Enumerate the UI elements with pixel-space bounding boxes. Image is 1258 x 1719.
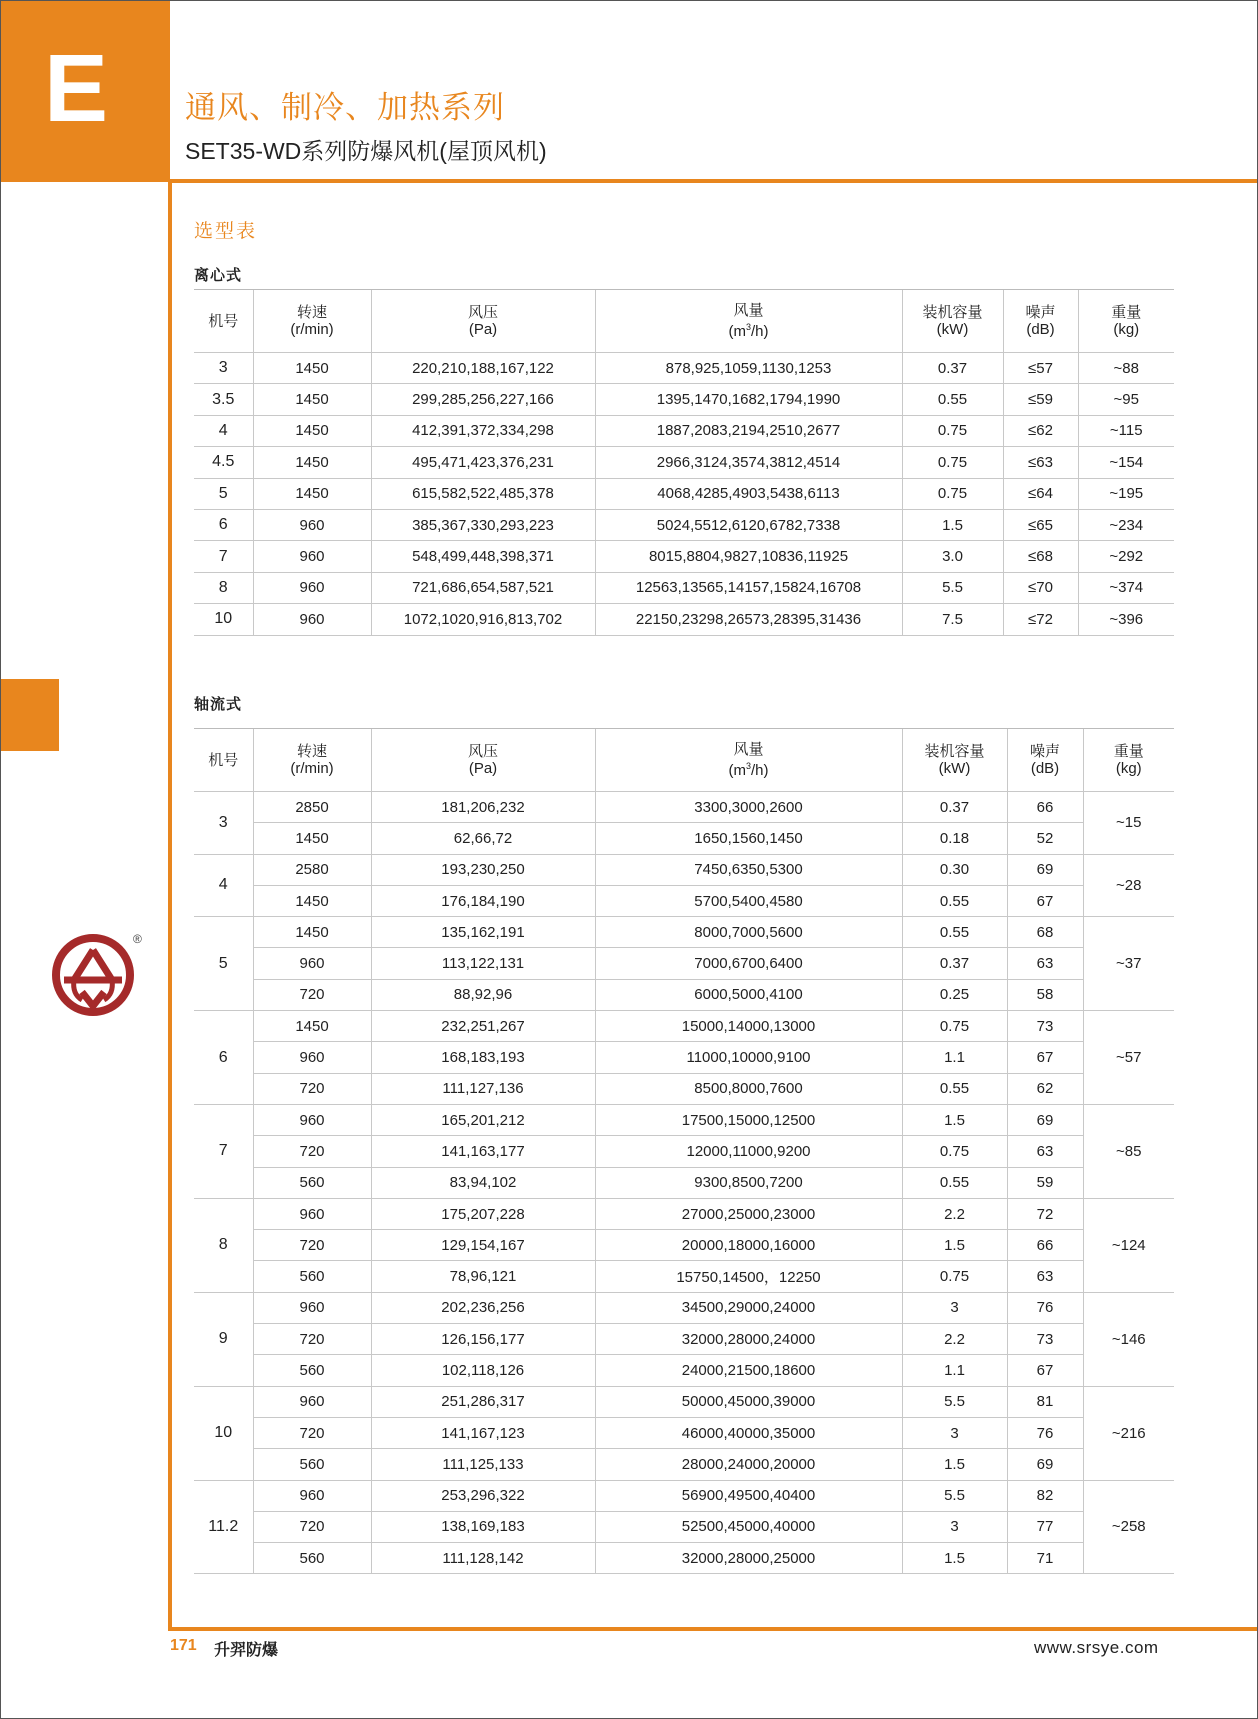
cell-speed: 960 [253, 541, 371, 572]
table-row [194, 885, 1174, 916]
page-subtitle: SET35-WD系列防爆风机(屋顶风机) [185, 138, 547, 164]
cell-power: 5.5 [902, 572, 1003, 603]
cell-noise: 72 [1007, 1198, 1083, 1229]
table-row [194, 1073, 1174, 1104]
cell-noise: 71 [1007, 1543, 1083, 1574]
cell-power: 0.37 [902, 792, 1007, 823]
cell-speed: 1450 [253, 1011, 371, 1042]
cell-speed: 1450 [253, 478, 371, 509]
cell-noise: 76 [1007, 1417, 1083, 1448]
cell-weight: ~154 [1078, 447, 1174, 478]
cell-power: 0.75 [902, 478, 1003, 509]
table-row [194, 1417, 1174, 1448]
cell-flow: 7000,6700,6400 [595, 948, 902, 979]
cell-model: 5 [194, 478, 253, 509]
cell-noise: 67 [1007, 885, 1083, 916]
cell-weight: ~124 [1083, 1198, 1174, 1292]
cell-weight: ~57 [1083, 1011, 1174, 1105]
cell-pressure: 412,391,372,334,298 [371, 415, 595, 446]
cell-model: 6 [194, 1011, 253, 1105]
cell-flow: 5024,5512,6120,6782,7338 [595, 509, 902, 540]
cell-weight: ~37 [1083, 917, 1174, 1011]
cell-flow: 12000,11000,9200 [595, 1136, 902, 1167]
centrifugal-label: 离心式 [194, 267, 243, 284]
header-noise: 噪声 (dB) [1007, 729, 1083, 792]
axial-table [194, 728, 1174, 1574]
cell-speed: 720 [253, 979, 371, 1010]
table-row [194, 1167, 1174, 1198]
cell-noise: ≤68 [1003, 541, 1078, 572]
cell-power: 0.55 [902, 917, 1007, 948]
cell-pressure: 220,210,188,167,122 [371, 353, 595, 384]
table-row [194, 792, 1174, 823]
cell-pressure: 251,286,317 [371, 1386, 595, 1417]
cell-power: 5.5 [902, 1480, 1007, 1511]
cell-model: 3 [194, 353, 253, 384]
table-row [194, 1230, 1174, 1261]
header-flow: 风量 $(m^3/h)$ [595, 729, 902, 792]
cell-noise: 67 [1007, 1355, 1083, 1386]
cell-flow: 8000,7000,5600 [595, 917, 902, 948]
page-title: 通风、制冷、加热系列 [185, 90, 505, 125]
cell-noise: 76 [1007, 1292, 1083, 1323]
table-row [194, 478, 1174, 509]
cell-pressure: 721,686,654,587,521 [371, 572, 595, 603]
cell-flow: 5700,5400,4580 [595, 885, 902, 916]
cell-model: 4 [194, 854, 253, 917]
cell-flow: 32000,28000,25000 [595, 1543, 902, 1574]
table-row [194, 384, 1174, 415]
cell-speed: 720 [253, 1230, 371, 1261]
footer-brand: 升羿防爆 [214, 1642, 279, 1659]
cell-noise: 59 [1007, 1167, 1083, 1198]
cell-noise: 73 [1007, 1011, 1083, 1042]
cell-flow: 1650,1560,1450 [595, 823, 902, 854]
cell-flow: 22150,23298,26573,28395,31436 [595, 604, 902, 635]
cell-speed: 560 [253, 1261, 371, 1292]
cell-noise: 68 [1007, 917, 1083, 948]
cell-flow: 32000,28000,24000 [595, 1324, 902, 1355]
cell-weight: ~115 [1078, 415, 1174, 446]
cell-flow: 1395,1470,1682,1794,1990 [595, 384, 902, 415]
cell-speed: 1450 [253, 384, 371, 415]
table-row [194, 1011, 1174, 1042]
cell-pressure: 176,184,190 [371, 885, 595, 916]
table-row [194, 353, 1174, 384]
cell-flow: 28000,24000,20000 [595, 1449, 902, 1480]
cell-speed: 1450 [253, 917, 371, 948]
table-row [194, 1292, 1174, 1323]
section-tab [1, 1, 170, 182]
cell-power: 0.55 [902, 1073, 1007, 1104]
cell-pressure: 126,156,177 [371, 1324, 595, 1355]
cell-noise: 58 [1007, 979, 1083, 1010]
cell-flow: 1887,2083,2194,2510,2677 [595, 415, 902, 446]
cell-speed: 1450 [253, 447, 371, 478]
cell-noise: 66 [1007, 1230, 1083, 1261]
cell-noise: ≤70 [1003, 572, 1078, 603]
cell-power: 3.0 [902, 541, 1003, 572]
table-row [194, 1355, 1174, 1386]
cell-speed: 2580 [253, 854, 371, 885]
table-row [194, 604, 1174, 635]
table-row [194, 1042, 1174, 1073]
table-row [194, 1543, 1174, 1574]
cell-speed: 960 [253, 948, 371, 979]
cell-speed: 1450 [253, 823, 371, 854]
cell-noise: ≤63 [1003, 447, 1078, 478]
page-number: 171 [170, 1637, 197, 1654]
cell-noise: ≤57 [1003, 353, 1078, 384]
cell-weight: ~258 [1083, 1480, 1174, 1574]
cell-noise: 63 [1007, 1136, 1083, 1167]
cell-model: 3.5 [194, 384, 253, 415]
cell-power: 0.25 [902, 979, 1007, 1010]
cell-model: 4.5 [194, 447, 253, 478]
cell-pressure: 168,183,193 [371, 1042, 595, 1073]
cell-speed: 960 [253, 604, 371, 635]
table-row [194, 1261, 1174, 1292]
cell-weight: ~28 [1083, 854, 1174, 917]
cell-model: 6 [194, 509, 253, 540]
cell-flow: 8500,8000,7600 [595, 1073, 902, 1104]
table-row [194, 1136, 1174, 1167]
cell-noise: 77 [1007, 1511, 1083, 1542]
cell-noise: 52 [1007, 823, 1083, 854]
cell-noise: 67 [1007, 1042, 1083, 1073]
cell-noise: 73 [1007, 1324, 1083, 1355]
vertical-rule [168, 181, 172, 1631]
header-rule [170, 179, 1257, 183]
cell-speed: 960 [253, 1104, 371, 1135]
cell-weight: ~85 [1083, 1104, 1174, 1198]
cell-flow: 878,925,1059,1130,1253 [595, 353, 902, 384]
cell-flow: 2966,3124,3574,3812,4514 [595, 447, 902, 478]
cell-speed: 1450 [253, 353, 371, 384]
cell-noise: ≤65 [1003, 509, 1078, 540]
table-row [194, 979, 1174, 1010]
cell-pressure: 88,92,96 [371, 979, 595, 1010]
cell-pressure: 111,127,136 [371, 1073, 595, 1104]
cell-power: 0.75 [902, 415, 1003, 446]
table-row [194, 509, 1174, 540]
header-pressure: 风压 (Pa) [371, 290, 595, 353]
cell-power: 1.1 [902, 1355, 1007, 1386]
cell-flow: 52500,45000,40000 [595, 1511, 902, 1542]
cell-flow: 34500,29000,24000 [595, 1292, 902, 1323]
cell-pressure: 141,163,177 [371, 1136, 595, 1167]
cell-pressure: 111,128,142 [371, 1543, 595, 1574]
cell-speed: 960 [253, 1042, 371, 1073]
cell-model: 9 [194, 1292, 253, 1386]
cell-pressure: 202,236,256 [371, 1292, 595, 1323]
cell-pressure: 83,94,102 [371, 1167, 595, 1198]
cell-noise: 69 [1007, 1449, 1083, 1480]
cell-noise: 63 [1007, 948, 1083, 979]
cell-pressure: 135,162,191 [371, 917, 595, 948]
header-pressure: 风压 (Pa) [371, 729, 595, 792]
axial-label: 轴流式 [194, 696, 243, 713]
cell-power: 1.5 [902, 1104, 1007, 1135]
cell-weight: ~88 [1078, 353, 1174, 384]
cell-pressure: 111,125,133 [371, 1449, 595, 1480]
cell-speed: 560 [253, 1167, 371, 1198]
cell-flow: 11000,10000,9100 [595, 1042, 902, 1073]
cell-power: 0.37 [902, 948, 1007, 979]
cell-power: 1.5 [902, 1230, 1007, 1261]
cell-noise: 81 [1007, 1386, 1083, 1417]
cell-speed: 960 [253, 1386, 371, 1417]
cell-flow: 6000,5000,4100 [595, 979, 902, 1010]
cell-pressure: 299,285,256,227,166 [371, 384, 595, 415]
table-row [194, 447, 1174, 478]
centrifugal-table [194, 289, 1174, 636]
cell-weight: ~95 [1078, 384, 1174, 415]
cell-speed: 560 [253, 1543, 371, 1574]
cell-speed: 960 [253, 1198, 371, 1229]
cell-noise: ≤59 [1003, 384, 1078, 415]
footer-url[interactable]: www.srsye.com [1034, 1638, 1159, 1657]
cell-power: 1.1 [902, 1042, 1007, 1073]
cell-power: 1.5 [902, 509, 1003, 540]
cell-power: 0.55 [902, 1167, 1007, 1198]
section-letter: E [43, 35, 109, 142]
cell-weight: ~15 [1083, 792, 1174, 855]
cell-model: 8 [194, 572, 253, 603]
cell-power: 0.18 [902, 823, 1007, 854]
cell-flow: 17500,15000,12500 [595, 1104, 902, 1135]
table-row [194, 823, 1174, 854]
cell-flow: 4068,4285,4903,5438,6113 [595, 478, 902, 509]
cell-pressure: 129,154,167 [371, 1230, 595, 1261]
cell-pressure: 141,167,123 [371, 1417, 595, 1448]
side-tab-marker [1, 679, 59, 751]
cell-power: 0.30 [902, 854, 1007, 885]
cell-pressure: 495,471,423,376,231 [371, 447, 595, 478]
table-row [194, 917, 1174, 948]
bottom-rule [168, 1627, 1257, 1631]
cell-model: 8 [194, 1198, 253, 1292]
registered-mark: ® [133, 932, 142, 946]
cell-weight: ~396 [1078, 604, 1174, 635]
cell-power: 0.75 [902, 1261, 1007, 1292]
cell-pressure: 138,169,183 [371, 1511, 595, 1542]
cell-pressure: 253,296,322 [371, 1480, 595, 1511]
cell-model: 7 [194, 1104, 253, 1198]
cell-noise: ≤64 [1003, 478, 1078, 509]
table-row [194, 1324, 1174, 1355]
cell-pressure: 102,118,126 [371, 1355, 595, 1386]
cell-weight: ~374 [1078, 572, 1174, 603]
cell-model: 5 [194, 917, 253, 1011]
cell-pressure: 232,251,267 [371, 1011, 595, 1042]
cell-noise: ≤72 [1003, 604, 1078, 635]
cell-flow: 7450,6350,5300 [595, 854, 902, 885]
cell-speed: 1450 [253, 885, 371, 916]
cell-pressure: 78,96,121 [371, 1261, 595, 1292]
cell-noise: 69 [1007, 854, 1083, 885]
table-row [194, 572, 1174, 603]
cell-speed: 560 [253, 1355, 371, 1386]
cell-pressure: 1072,1020,916,813,702 [371, 604, 595, 635]
cell-model: 10 [194, 604, 253, 635]
cell-weight: ~146 [1083, 1292, 1174, 1386]
company-logo [52, 934, 134, 1016]
section-title: 选型表 [194, 221, 258, 242]
cell-power: 0.37 [902, 353, 1003, 384]
cell-model: 10 [194, 1386, 253, 1480]
cell-pressure: 62,66,72 [371, 823, 595, 854]
cell-noise: ≤62 [1003, 415, 1078, 446]
cell-flow: 15750,14500，12250 [595, 1261, 902, 1292]
cell-speed: 720 [253, 1073, 371, 1104]
table-row [194, 1449, 1174, 1480]
cell-pressure: 165,201,212 [371, 1104, 595, 1135]
cell-model: 3 [194, 792, 253, 855]
cell-weight: ~292 [1078, 541, 1174, 572]
cell-flow: 8015,8804,9827,10836,11925 [595, 541, 902, 572]
cell-pressure: 615,582,522,485,378 [371, 478, 595, 509]
cell-noise: 63 [1007, 1261, 1083, 1292]
header-model: 机号 [194, 729, 253, 792]
cell-pressure: 548,499,448,398,371 [371, 541, 595, 572]
header-weight: 重量 (kg) [1078, 290, 1174, 353]
cell-flow: 50000,45000,39000 [595, 1386, 902, 1417]
cell-power: 0.55 [902, 384, 1003, 415]
header-power: 装机容量 (kW) [902, 729, 1007, 792]
cell-power: 0.55 [902, 885, 1007, 916]
cell-speed: 1450 [253, 415, 371, 446]
cell-noise: 82 [1007, 1480, 1083, 1511]
cell-flow: 3300,3000,2600 [595, 792, 902, 823]
cell-speed: 960 [253, 509, 371, 540]
table-row [194, 415, 1174, 446]
cell-weight: ~216 [1083, 1386, 1174, 1480]
cell-speed: 720 [253, 1417, 371, 1448]
cell-power: 1.5 [902, 1543, 1007, 1574]
cell-weight: ~234 [1078, 509, 1174, 540]
header-model: 机号 [194, 290, 253, 353]
header-flow: 风量 $(m^3/h)$ [595, 290, 902, 353]
cell-power: 1.5 [902, 1449, 1007, 1480]
cell-pressure: 175,207,228 [371, 1198, 595, 1229]
cell-flow: 27000,25000,23000 [595, 1198, 902, 1229]
header-speed: 转速 (r/min) [253, 290, 371, 353]
table-row [194, 948, 1174, 979]
cell-flow: 46000,40000,35000 [595, 1417, 902, 1448]
cell-power: 2.2 [902, 1324, 1007, 1355]
cell-power: 3 [902, 1511, 1007, 1542]
cell-power: 2.2 [902, 1198, 1007, 1229]
cell-pressure: 385,367,330,293,223 [371, 509, 595, 540]
table-row [194, 1480, 1174, 1511]
cell-noise: 66 [1007, 792, 1083, 823]
header-speed: 转速 (r/min) [253, 729, 371, 792]
cell-power: 5.5 [902, 1386, 1007, 1417]
cell-flow: 24000,21500,18600 [595, 1355, 902, 1386]
table-row [194, 1198, 1174, 1229]
cell-speed: 960 [253, 1292, 371, 1323]
header-noise: 噪声 (dB) [1003, 290, 1078, 353]
cell-flow: 15000,14000,13000 [595, 1011, 902, 1042]
table-row [194, 1511, 1174, 1542]
cell-power: 0.75 [902, 1011, 1007, 1042]
cell-speed: 720 [253, 1511, 371, 1542]
cell-speed: 720 [253, 1324, 371, 1355]
cell-flow: 20000,18000,16000 [595, 1230, 902, 1261]
cell-power: 3 [902, 1417, 1007, 1448]
table-row [194, 541, 1174, 572]
cell-speed: 720 [253, 1136, 371, 1167]
cell-pressure: 193,230,250 [371, 854, 595, 885]
table-header-row [194, 290, 1174, 353]
cell-speed: 960 [253, 1480, 371, 1511]
cell-flow: 9300,8500,7200 [595, 1167, 902, 1198]
header-power: 装机容量 (kW) [902, 290, 1003, 353]
cell-flow: 12563,13565,14157,15824,16708 [595, 572, 902, 603]
cell-weight: ~195 [1078, 478, 1174, 509]
cell-model: 7 [194, 541, 253, 572]
cell-flow: 56900,49500,40400 [595, 1480, 902, 1511]
table-row [194, 1386, 1174, 1417]
cell-power: 0.75 [902, 1136, 1007, 1167]
cell-power: 7.5 [902, 604, 1003, 635]
cell-power: 3 [902, 1292, 1007, 1323]
cell-noise: 62 [1007, 1073, 1083, 1104]
table-header-row [194, 729, 1174, 792]
header-weight: 重量 (kg) [1083, 729, 1174, 792]
table-row [194, 854, 1174, 885]
cell-speed: 2850 [253, 792, 371, 823]
cell-pressure: 181,206,232 [371, 792, 595, 823]
cell-noise: 69 [1007, 1104, 1083, 1135]
cell-model: 4 [194, 415, 253, 446]
cell-speed: 960 [253, 572, 371, 603]
cell-pressure: 113,122,131 [371, 948, 595, 979]
table-row [194, 1104, 1174, 1135]
cell-power: 0.75 [902, 447, 1003, 478]
cell-speed: 560 [253, 1449, 371, 1480]
cell-model: 11.2 [194, 1480, 253, 1574]
